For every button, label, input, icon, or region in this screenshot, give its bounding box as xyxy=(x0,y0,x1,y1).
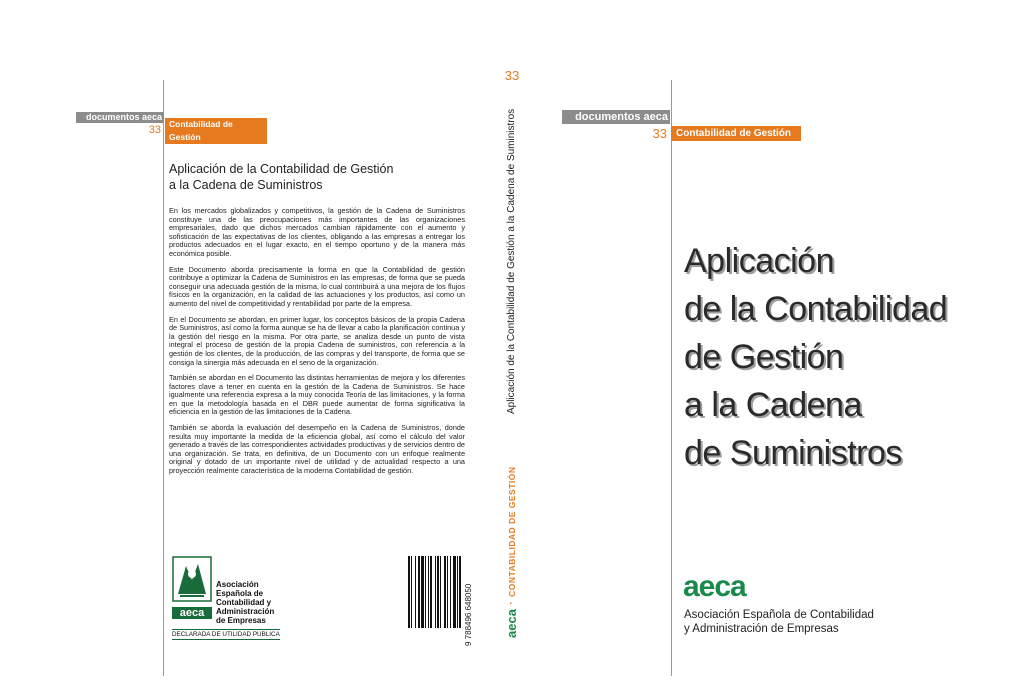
front-title-line: de Suministros xyxy=(684,434,902,472)
back-logo-word: aeca xyxy=(172,607,212,619)
front-collection-number: 33 xyxy=(652,126,667,141)
front-title-line: a la Cadena xyxy=(684,386,862,424)
front-title xyxy=(684,237,1014,477)
front-association-name xyxy=(684,608,874,636)
front-series-tag: documentos aeca xyxy=(562,110,670,124)
front-title-line: de Gestión xyxy=(684,338,844,376)
back-paragraph: Este Documento aborda precisamente la forma en que la Contabilidad de gestión contribuye a optimizar la Cadena de Suministros en las empresas, de forma que se pueda conseguir una adecuada gestión de la misma, lo cual contribuirá a una mejora de los flujos físicos en la organización, en la calidad de las actuaciones y los productos, así como un aumento del nivel de competitividad y rentabilidad por parte de la empresa. xyxy=(169,264,465,308)
front-title-line: Aplicación xyxy=(684,242,834,280)
back-declared-public-utility: DECLARADA DE UTILIDAD PUBLICA xyxy=(172,631,280,638)
assoc-line: Asociación xyxy=(216,580,259,589)
assoc-line: Española de xyxy=(216,589,264,598)
spine-brand-block xyxy=(503,466,521,638)
back-paragraph: También se abordan en el Documento las distintas herramientas de mejora y los diferentes factores clave a tener en cuenta en la gestión de la Cadena de Suministros. Se hace igualmente una referencia expresa a la muy conocida Teoría de las limitaciones, y la forma en que la metodología basada en el DBR puede aumentar de forma significativa la eficiencia en la gestión de las limitaciones de la Cadena. xyxy=(169,373,465,417)
back-collection-label: Contabilidad de Gestión xyxy=(165,118,267,144)
assoc-line: Contabilidad y xyxy=(216,598,272,607)
seal-icon xyxy=(172,556,212,602)
back-association-name xyxy=(216,580,274,625)
back-body-text xyxy=(169,207,465,483)
front-collection-label: Contabilidad de Gestión xyxy=(671,126,801,141)
front-aeca-logo: aeca xyxy=(683,570,746,603)
back-collection-row xyxy=(142,118,267,142)
barcode-isbn: 9 788496 648050 xyxy=(464,583,473,646)
spine-brand: aeca xyxy=(504,608,519,638)
assoc-line: Administración xyxy=(216,607,275,616)
back-title xyxy=(169,161,469,193)
back-title-line2: a la Cadena de Suministros xyxy=(169,178,323,192)
front-assoc-line2: y Administración de Empresas xyxy=(684,623,839,635)
spine-separator: · xyxy=(506,600,517,605)
front-title-line: de la Contabilidad xyxy=(684,290,948,328)
spine-collection: CONTABILIDAD DE GESTIÓN xyxy=(507,466,517,597)
front-cover-left-edge xyxy=(671,80,672,676)
back-collection-number: 33 xyxy=(148,124,161,136)
back-aeca-logo xyxy=(172,556,212,619)
assoc-line: de Empresas xyxy=(216,616,266,625)
back-title-line1: Aplicación de la Contabilidad de Gestión xyxy=(169,162,394,176)
barcode xyxy=(408,556,464,628)
back-cover-left-edge xyxy=(163,80,164,676)
front-assoc-line1: Asociación Española de Contabilidad xyxy=(684,609,874,621)
back-paragraph: En los mercados globalizados y competitivos, la gestión de la Cadena de Suministros constituye una de las preocupaciones más importantes de las organizaciones empresariales, dado que dichos mercados cambian rápidamente con el aumento y sofisticación de las expectativas de los clientes, obligando a las empresas a entregar los productos adecuados en el lugar exacto, en el tiempo oportuno y de la manera más económica posible. xyxy=(169,206,465,258)
back-paragraph: En el Documento se abordan, en primer lugar, los conceptos básicos de la propia Cadena de Suministros, así como la forma aunque se ha de llevar a cabo la planificación continua y la gestión del riesgo en la misma. Por otra parte, se analiza desde un punto de vista integral el proceso de gestión de la propia Cadena de suministros, con referencia a la gestión de los clientes, de la producción, de las compras y del transporte, de forma que se consiga la sinergia más adecuada en el seno de la organización. xyxy=(169,314,465,367)
spine-number: 33 xyxy=(504,68,520,83)
barcode-icon xyxy=(408,556,464,628)
spine-title: Aplicación de la Contabilidad de Gestión a la Cadena de Suministros xyxy=(506,108,517,414)
back-paragraph: También se aborda la evaluación del desempeño en la Cadena de Suministros, donde resulta muy importante la medida de la eficiencia global, así como el cálculo del valor generado a través de las correspondientes actividades productivas y de servicios dentro de una organización. Se trata, en definitiva, de un Documento con un enfoque realmente original y dotado de un importante nivel de utilidad y de actualidad respecto a una proyección realmente característica de la moderna Contabilidad de gestión. xyxy=(169,423,465,476)
front-collection-row xyxy=(648,126,801,141)
back-series-tag: documentos aeca xyxy=(76,112,164,123)
